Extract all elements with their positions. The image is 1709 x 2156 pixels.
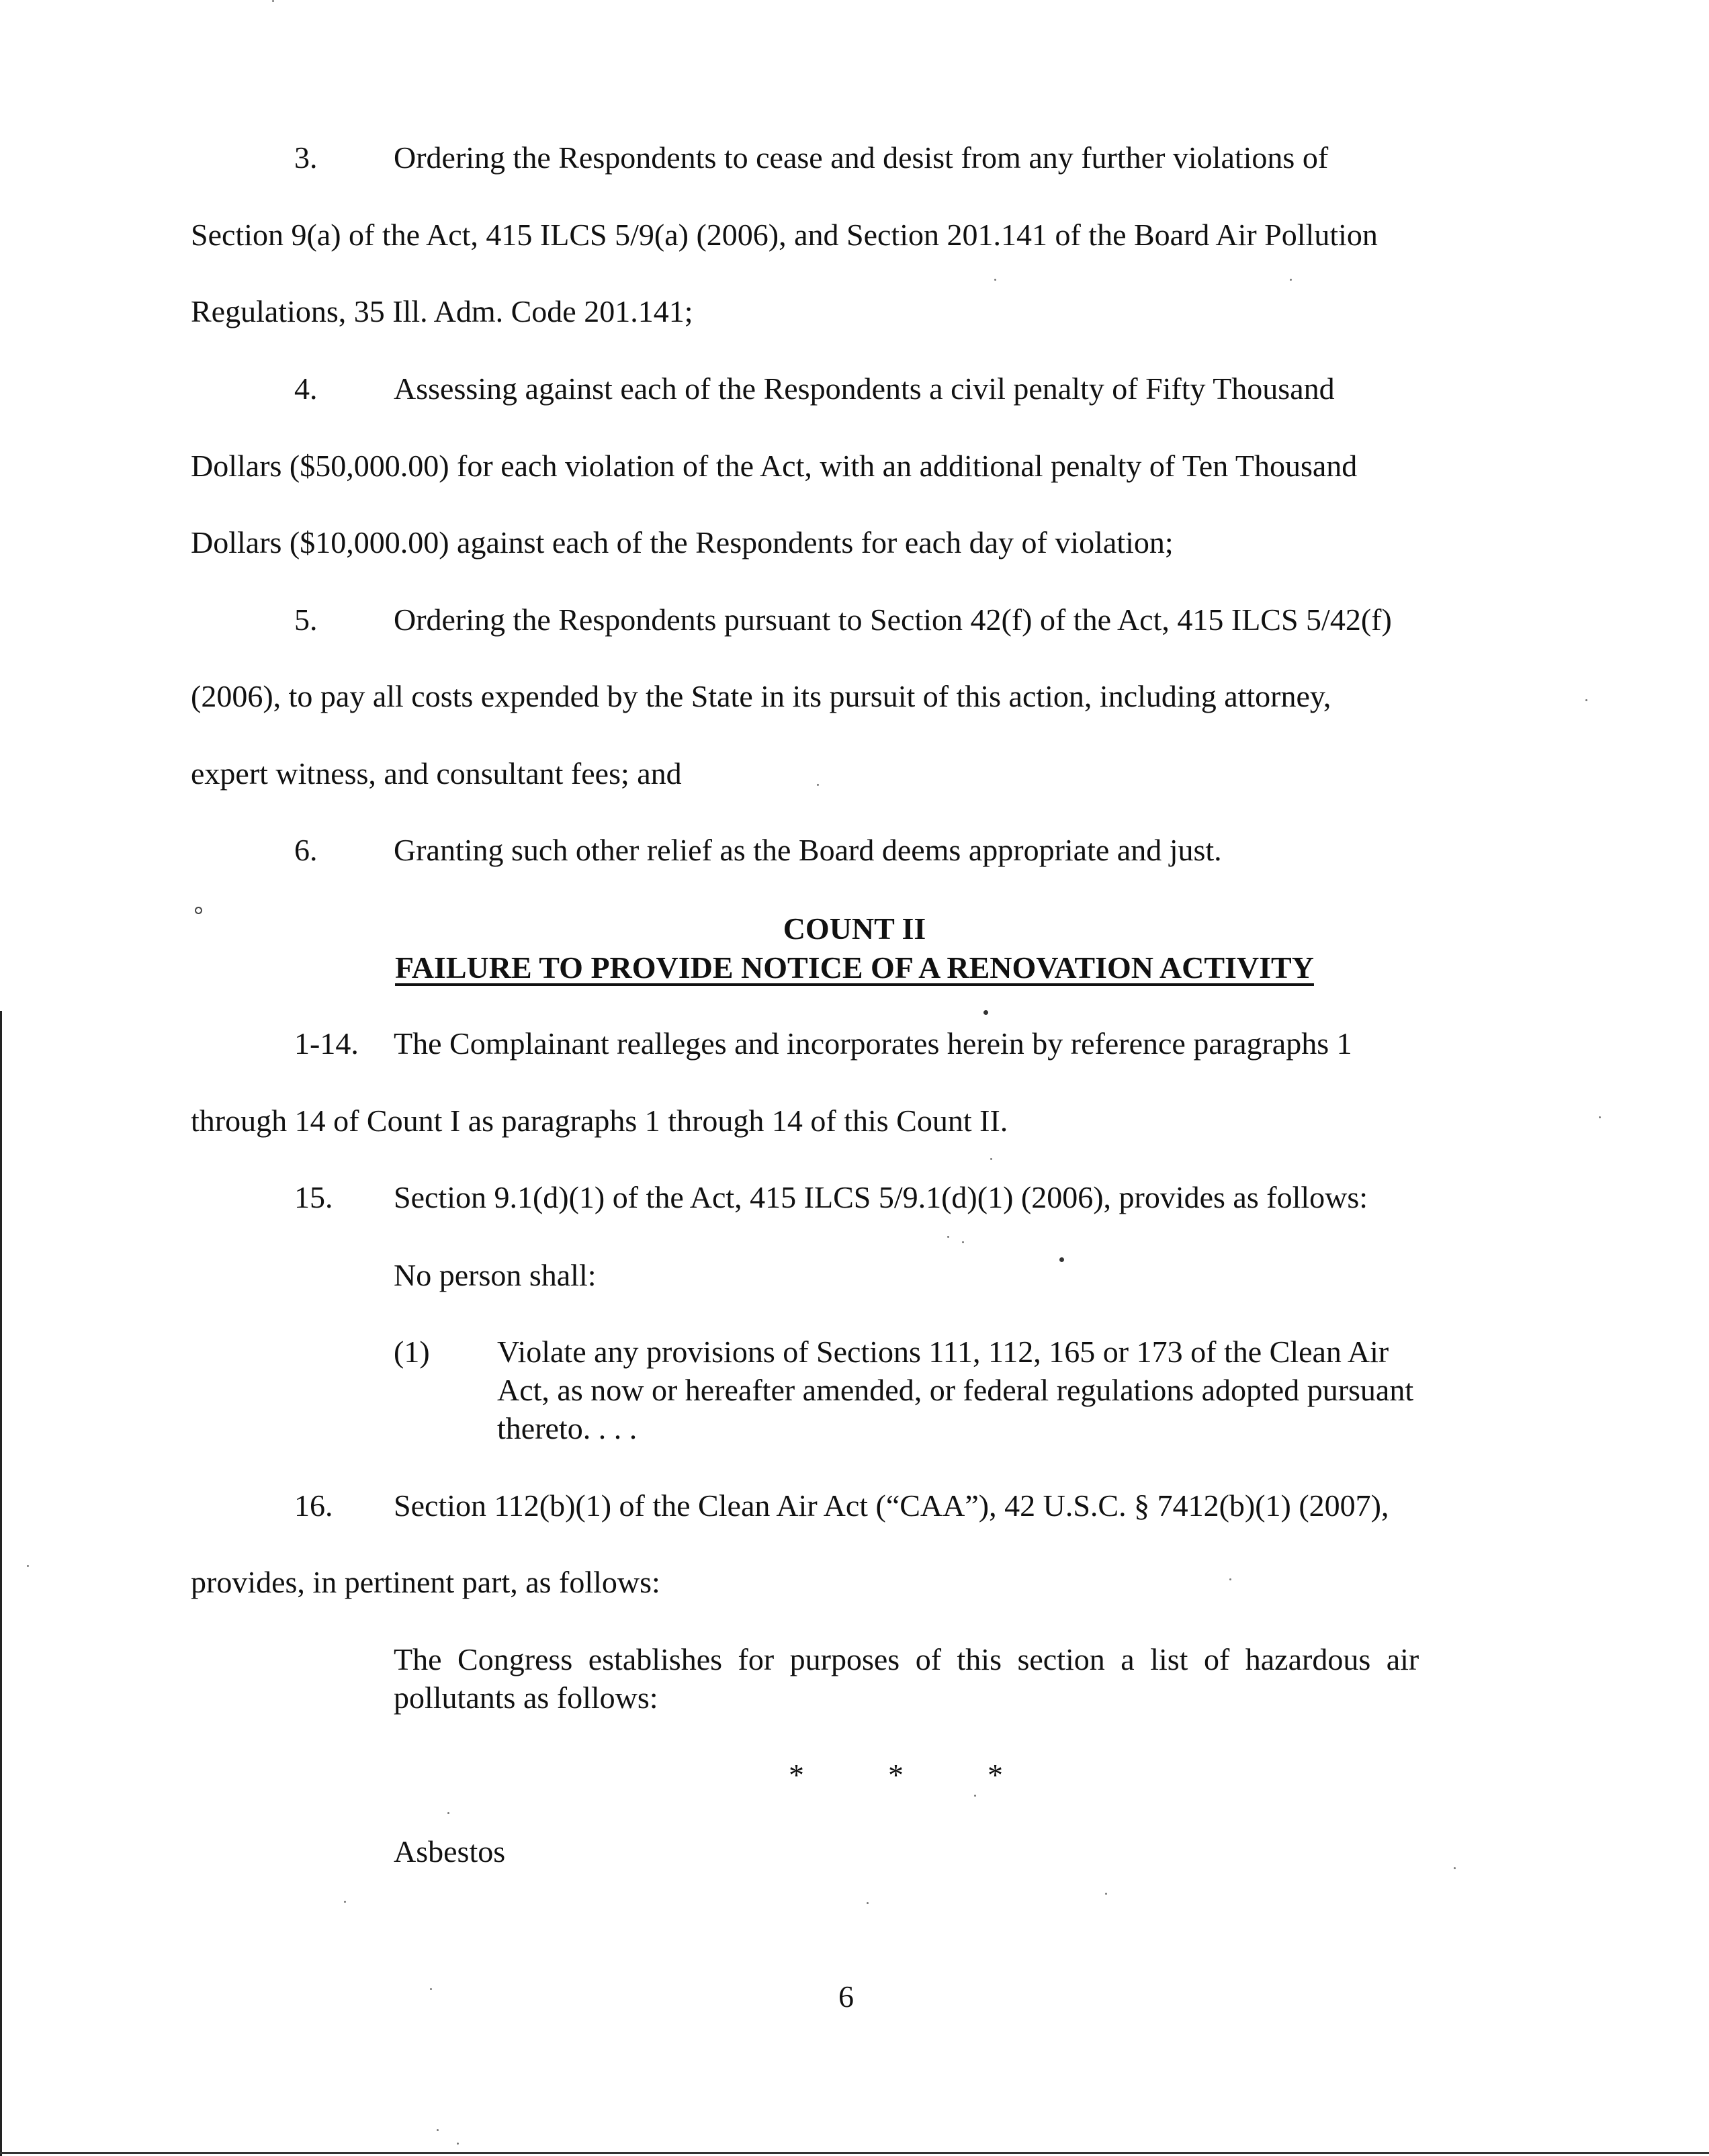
scan-speck (1454, 1867, 1456, 1869)
para-5-line-2: (2006), to pay all costs expended by the State in its pursuit of this action, including attorney, (191, 679, 1331, 713)
para-15-item-number: (1) (394, 1335, 430, 1369)
para-15-quote-intro: No person shall: (394, 1258, 597, 1292)
scan-speck (1059, 1257, 1064, 1262)
para-3-line-2: Section 9(a) of the Act, 415 ILCS 5/9(a) (2006), and Section 201.141 of the Board Air Pollution (191, 218, 1378, 252)
para-15-number: 15. (294, 1180, 333, 1214)
ellipsis-star-2: * (888, 1758, 904, 1792)
para-16-line-2: provides, in pertinent part, as follows: (191, 1565, 660, 1599)
para-1-14-line-2: through 14 of Count I as paragraphs 1 through 14 of this Count II. (191, 1104, 1008, 1138)
scan-speck (983, 1010, 988, 1015)
scan-speck (1599, 1116, 1601, 1118)
para-1-14-line-1: The Complainant realleges and incorporates herein by reference paragraphs 1 (394, 1026, 1352, 1061)
scan-edge-bottom (0, 2152, 1709, 2154)
scan-speck (447, 1812, 449, 1814)
para-16-term: Asbestos (394, 1834, 506, 1869)
scan-speck (430, 1988, 432, 1990)
count-subtitle (0, 952, 1709, 983)
para-15-line-1: Section 9.1(d)(1) of the Act, 415 ILCS 5/9.1(d)(1) (2006), provides as follows: (394, 1180, 1368, 1214)
para-4-line-1: Assessing against each of the Respondents a civil penalty of Fifty Thousand (394, 371, 1335, 406)
para-3-line-3: Regulations, 35 Ill. Adm. Code 201.141; (191, 294, 693, 328)
scan-speck (195, 907, 202, 914)
scan-edge-left (0, 1011, 2, 2156)
para-5-number: 5. (294, 602, 318, 637)
para-6-number: 6. (294, 833, 318, 867)
scan-speck (962, 1241, 964, 1243)
para-5-line-1: Ordering the Respondents pursuant to Section 42(f) of the Act, 415 ILCS 5/42(f) (394, 602, 1392, 637)
para-16-number: 16. (294, 1488, 333, 1523)
scan-speck (867, 1902, 869, 1904)
scan-speck (974, 1795, 976, 1797)
scan-speck (817, 784, 819, 786)
para-15-item-line-2: Act, as now or hereafter amended, or federal regulations adopted pursuant (497, 1373, 1414, 1407)
para-3-line-1: Ordering the Respondents to cease and desist from any further violations of (394, 140, 1329, 175)
para-16-quote-line-1: The Congress establishes for purposes of this section a list of hazardous air (394, 1642, 1419, 1676)
scan-speck (27, 1565, 29, 1567)
ellipsis-star-3: * (988, 1758, 1003, 1792)
scan-speck (1105, 1893, 1107, 1895)
para-1-14-number: 1-14. (294, 1026, 359, 1061)
count-title: COUNT II (783, 911, 926, 946)
para-4-line-2: Dollars ($50,000.00) for each violation of the Act, with an additional penalty of Ten Thousand (191, 449, 1358, 483)
para-15-item-line-3: thereto. . . . (497, 1411, 638, 1445)
para-16-quote-line-2: pollutants as follows: (394, 1680, 658, 1715)
scan-speck (1585, 699, 1587, 701)
para-6-line-1: Granting such other relief as the Board deems appropriate and just. (394, 833, 1222, 867)
scan-speck (457, 2143, 459, 2145)
scan-speck (344, 1901, 346, 1903)
scan-speck (990, 1158, 992, 1160)
para-15-item-line-1: Violate any provisions of Sections 111, 112, 165 or 173 of the Clean Air (497, 1335, 1389, 1369)
scan-speck (1229, 1578, 1231, 1580)
para-5-line-3: expert witness, and consultant fees; and (191, 756, 682, 791)
page-number: 6 (838, 1979, 854, 2014)
para-16-line-1: Section 112(b)(1) of the Clean Air Act (“CAA”), 42 U.S.C. § 7412(b)(1) (2007), (394, 1488, 1389, 1523)
ellipsis-star-1: * (789, 1758, 804, 1792)
scan-speck (1290, 279, 1292, 281)
scan-speck (437, 2129, 439, 2131)
scan-speck (994, 279, 996, 281)
para-4-line-3: Dollars ($10,000.00) against each of the Respondents for each day of violation; (191, 525, 1174, 559)
count-subtitle-text: FAILURE TO PROVIDE NOTICE OF A RENOVATION ACTIVITY (395, 950, 1314, 985)
scan-speck (272, 0, 274, 2)
para-4-number: 4. (294, 371, 318, 406)
scan-speck (947, 1236, 949, 1238)
para-3-number: 3. (294, 140, 318, 175)
